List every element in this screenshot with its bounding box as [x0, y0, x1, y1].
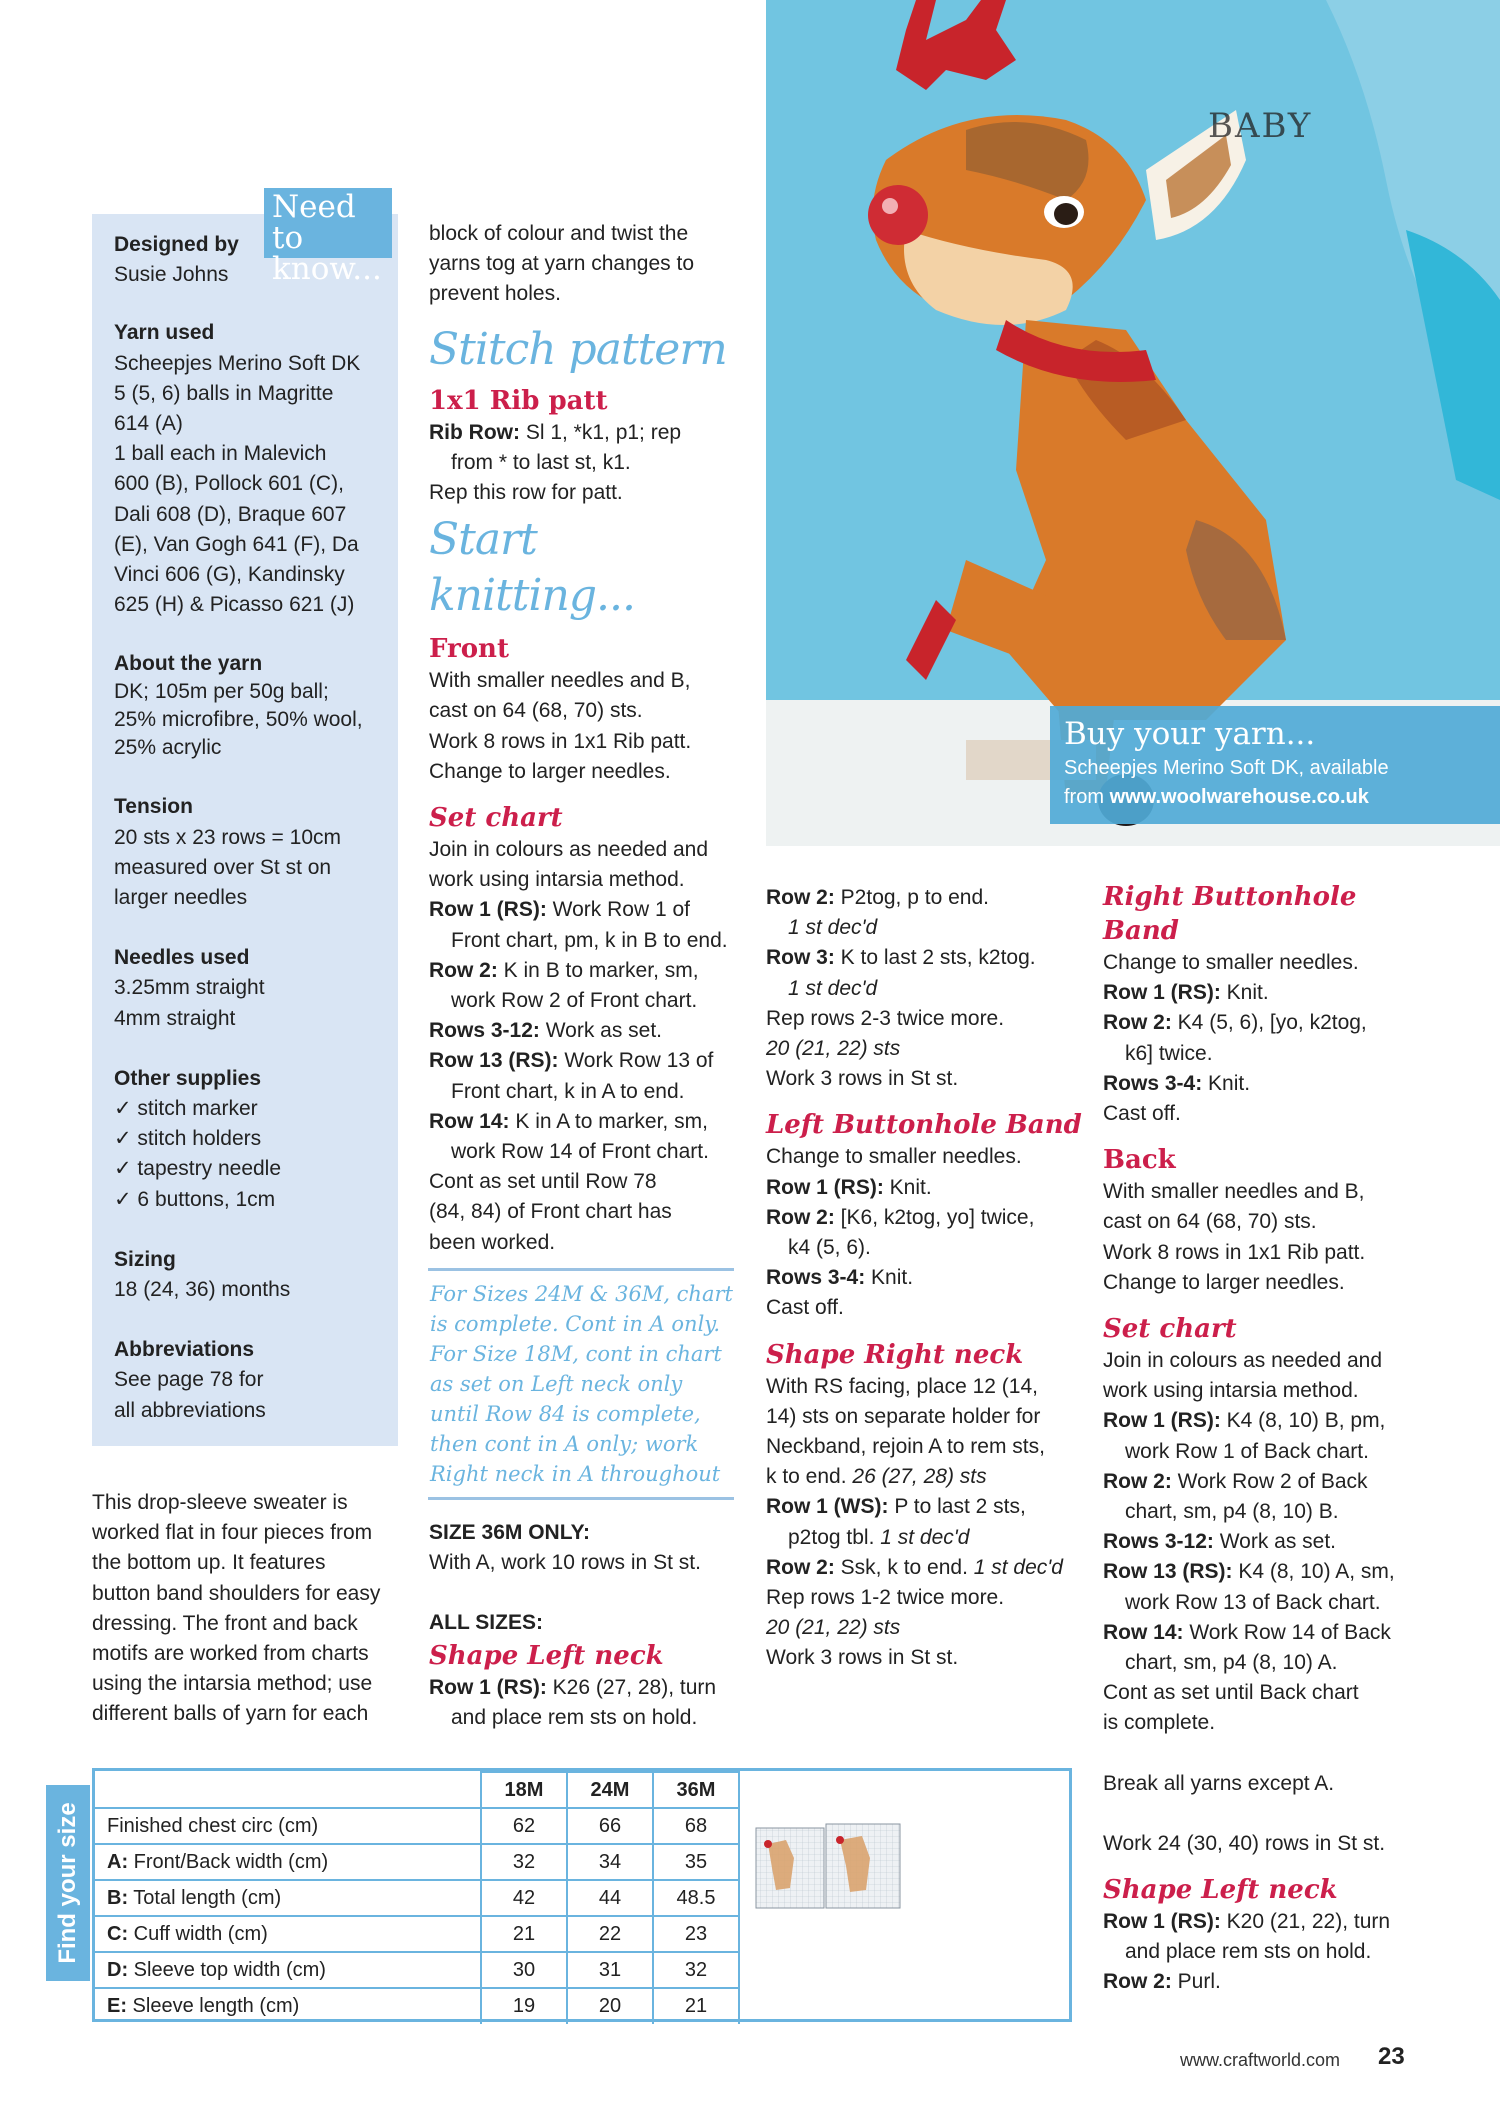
- yarn-line: 614 (A): [114, 412, 183, 436]
- section-tag: BABY: [1208, 106, 1313, 146]
- row-text: Work as set.: [1213, 1530, 1337, 1554]
- size-table: [92, 1768, 1072, 2022]
- row-text: [K6, k2tog, yo] twice,: [834, 1205, 1035, 1229]
- table-header: 24M: [567, 1772, 653, 1808]
- sizing-value: 18 (24, 36) months: [114, 1278, 291, 1302]
- table-cell: 20: [567, 1988, 653, 2024]
- row-text: k6] twice.: [1125, 1041, 1213, 1065]
- table-row: [95, 1844, 739, 1880]
- badge-line: know...: [272, 251, 382, 287]
- table-row: [95, 1988, 739, 2024]
- row-label: Row 2:: [766, 1555, 835, 1579]
- tension-line: 20 sts x 23 rows = 10cm: [114, 825, 342, 849]
- row-label: Row 2:: [429, 958, 498, 982]
- abbrev-line: all abbreviations: [114, 1398, 266, 1422]
- chart-thumbnails: [754, 1818, 904, 1915]
- note-line: Right neck in A throughout: [430, 1462, 721, 1486]
- row-text: K4 (8, 10) B, pm,: [1220, 1409, 1386, 1433]
- row-label: Rows 3-12:: [1103, 1530, 1214, 1554]
- row-text: Work Row 1 of: [546, 898, 690, 922]
- row-text: P to last 2 sts,: [888, 1495, 1026, 1519]
- table-cell: 48.5: [653, 1880, 739, 1916]
- row-text: Knit.: [865, 1266, 914, 1290]
- row-text: work Row 14 of Front chart.: [451, 1140, 709, 1164]
- text-line: cast on 64 (68, 70) sts.: [1103, 1210, 1317, 1234]
- yarn-line: 5 (5, 6) balls in Magritte: [114, 381, 334, 405]
- row-label: Row 13 (RS):: [1103, 1560, 1233, 1584]
- row-text: K4 (8, 10) A, sm,: [1232, 1560, 1395, 1584]
- supplies-label: Other supplies: [114, 1066, 262, 1090]
- need-to-know-badge: [264, 188, 392, 287]
- yarn-line: 625 (H) & Picasso 621 (J): [114, 593, 355, 617]
- row-label: Row 2:: [1103, 1469, 1172, 1493]
- text-line: Rep rows 2-3 twice more.: [766, 1006, 1005, 1030]
- table-header: 36M: [653, 1772, 739, 1808]
- row-label: Rows 3-4:: [766, 1266, 866, 1290]
- dec-note: 1 st dec'd: [973, 1555, 1063, 1579]
- note-line: For Sizes 24M & 36M, chart: [430, 1282, 733, 1306]
- yarn-line: 600 (B), Pollock 601 (C),: [114, 472, 344, 496]
- row-label: Row 13 (RS):: [429, 1049, 559, 1073]
- text-line: Work 3 rows in St st.: [766, 1646, 959, 1670]
- row-text: Knit.: [883, 1175, 932, 1199]
- table-cell: 32: [653, 1952, 739, 1988]
- text-line: prevent holes.: [429, 282, 561, 306]
- find-your-size-label: [46, 1785, 90, 1981]
- size-note: [428, 1268, 734, 1500]
- shape-left-neck-heading: Shape Left neck: [429, 1640, 664, 1671]
- text-line: Change to larger needles.: [1103, 1270, 1345, 1294]
- intro-line: the bottom up. It features: [92, 1551, 326, 1575]
- row-text: K4 (5, 6), [yo, k2tog,: [1171, 1011, 1367, 1035]
- table-row: [95, 1808, 739, 1844]
- row-text: Work Row 14 of Back: [1183, 1620, 1391, 1644]
- text-line: Rep rows 1-2 twice more.: [766, 1586, 1005, 1610]
- yarn-label: Yarn used: [114, 321, 215, 345]
- row-label: Rows 3-12:: [429, 1019, 540, 1043]
- row-label: Row 1 (RS):: [1103, 981, 1221, 1005]
- buy-yarn-title: Buy your yarn...: [1064, 716, 1316, 752]
- row-text: K20 (21, 22), turn: [1220, 1910, 1391, 1934]
- text-line: With RS facing, place 12 (14,: [766, 1374, 1038, 1398]
- row-text: chart, sm, p4 (8, 10) A.: [1125, 1651, 1338, 1675]
- row-text: Sl 1, *k1, p1; rep: [519, 420, 682, 444]
- row-text: chart, sm, p4 (8, 10) B.: [1125, 1500, 1339, 1524]
- row-label: Row 2:: [766, 886, 835, 909]
- text-line: Break all yarns except A.: [1103, 1771, 1335, 1795]
- table-cell: 32: [481, 1844, 567, 1880]
- row-text: Knit.: [1220, 981, 1269, 1005]
- knitting-chart-thumbnails: [754, 1818, 904, 1910]
- text-line: Join in colours as needed and: [429, 838, 709, 862]
- buy-yarn-link[interactable]: www.woolwarehouse.co.uk: [1109, 786, 1369, 808]
- table-cell: 31: [567, 1952, 653, 1988]
- sizing-label: Sizing: [114, 1247, 176, 1271]
- row-text: work Row 13 of Back chart.: [1125, 1590, 1381, 1614]
- row-text: K in A to marker, sm,: [509, 1109, 708, 1133]
- row-label: Row 2:: [766, 1205, 835, 1229]
- row-text: k4 (5, 6).: [788, 1236, 871, 1260]
- needles-line: 3.25mm straight: [114, 976, 265, 1000]
- text-line: Rep this row for patt.: [429, 481, 623, 505]
- text-line: been worked.: [429, 1230, 556, 1254]
- row-text: K in B to marker, sm,: [497, 958, 699, 982]
- row-label: Row 14:: [1103, 1620, 1184, 1644]
- text-line: With smaller needles and B,: [429, 669, 691, 693]
- text-line: Work 8 rows in 1x1 Rib patt.: [1103, 1240, 1366, 1264]
- about-yarn-label: About the yarn: [114, 652, 263, 676]
- text-line: is complete.: [1103, 1711, 1216, 1735]
- page-number: 23: [1378, 2043, 1405, 2070]
- row-label: Row 14:: [429, 1109, 510, 1133]
- row-label: Row 1 (RS):: [766, 1175, 884, 1199]
- row-label: Row 2:: [1103, 1011, 1172, 1035]
- row-text: Knit.: [1202, 1071, 1251, 1095]
- text-line: Work 24 (30, 40) rows in St st.: [1103, 1831, 1386, 1855]
- row-text: Work Row 13 of: [558, 1049, 714, 1073]
- needles-line: 4mm straight: [114, 1006, 236, 1030]
- row-text: Ssk, k to end.: [834, 1555, 974, 1579]
- table-cell: 62: [481, 1808, 567, 1844]
- intro-line: using the intarsia method; use: [92, 1672, 373, 1696]
- text-line: work using intarsia method.: [429, 868, 685, 892]
- row-text: Work Row 2 of Back: [1171, 1469, 1368, 1493]
- sts-note: 20 (21, 22) sts: [766, 1037, 901, 1061]
- table-cell: 42: [481, 1880, 567, 1916]
- column-4: [1103, 880, 1433, 1998]
- footer-url[interactable]: www.craftworld.com: [1180, 2050, 1341, 2070]
- row-text: Work as set.: [539, 1019, 663, 1043]
- start-knitting-heading: Start knitting...: [429, 514, 635, 622]
- supply-item: ✓ tapestry needle: [114, 1157, 282, 1181]
- buy-yarn-box: [1050, 706, 1500, 824]
- table-row-label: Finished chest circ (cm): [95, 1808, 481, 1844]
- text-line: Cont as set until Back chart: [1103, 1681, 1359, 1705]
- intro-line: button band shoulders for easy: [92, 1581, 381, 1605]
- set-chart-heading: Set chart: [429, 803, 563, 834]
- column-3: [766, 883, 1086, 1674]
- text-line: Work 8 rows in 1x1 Rib patt.: [429, 729, 692, 753]
- tension-label: Tension: [114, 795, 193, 819]
- table-cell: 35: [653, 1844, 739, 1880]
- yarn-line: (E), Van Gogh 641 (F), Da: [114, 532, 359, 556]
- table-row-label: B: Total length (cm): [95, 1880, 481, 1916]
- table-cell: 44: [567, 1880, 653, 1916]
- row-label: Row 2:: [1103, 1970, 1172, 1994]
- row-text: work Row 1 of Back chart.: [1125, 1439, 1369, 1463]
- note-line: as set on Left neck only: [430, 1372, 683, 1396]
- table-row: [95, 1880, 739, 1916]
- table-row: [95, 1952, 739, 1988]
- size-table-grid: [95, 1771, 740, 2024]
- right-buttonhole-band-heading: Right Buttonhole Band: [1103, 882, 1357, 946]
- about-yarn-line: 25% acrylic: [114, 736, 222, 760]
- table-cell: 34: [567, 1844, 653, 1880]
- designed-by-label: Designed by: [114, 233, 239, 256]
- need-to-know-sidebar: [92, 214, 398, 1446]
- intro-line: different balls of yarn for each: [92, 1702, 369, 1726]
- row-text: K26 (27, 28), turn: [546, 1675, 717, 1699]
- intro-text: [92, 1488, 412, 1730]
- shape-right-neck-heading: Shape Right neck: [766, 1339, 1024, 1370]
- row-text: Front chart, pm, k in B to end.: [451, 928, 728, 952]
- yarn-line: Vinci 606 (G), Kandinsky: [114, 563, 345, 587]
- text-line: Cast off.: [766, 1296, 844, 1320]
- row-text: work Row 2 of Front chart.: [451, 989, 698, 1013]
- row-label: Row 1 (RS):: [429, 1675, 547, 1699]
- text-line: Change to smaller needles.: [1103, 951, 1359, 974]
- dec-note: 1 st dec'd: [788, 916, 878, 940]
- row-label: Row 1 (WS):: [766, 1495, 889, 1519]
- table-cell: 22: [567, 1916, 653, 1952]
- back-set-chart-heading: Set chart: [1103, 1314, 1237, 1345]
- table-cell: 66: [567, 1808, 653, 1844]
- table-row-label: E: Sleeve length (cm): [95, 1988, 481, 2024]
- row-text: Purl.: [1171, 1970, 1221, 1994]
- text-line: cast on 64 (68, 70) sts.: [429, 699, 643, 723]
- row-label: Row 1 (RS):: [1103, 1409, 1221, 1433]
- find-your-size-text: Find your size: [54, 1802, 81, 1964]
- table-row-label: D: Sleeve top width (cm): [95, 1952, 481, 1988]
- dec-note: 1 st dec'd: [880, 1525, 970, 1549]
- text-line: Join in colours as needed and: [1103, 1349, 1383, 1373]
- row-text: p2tog tbl.: [788, 1525, 881, 1549]
- front-heading: Front: [429, 634, 509, 665]
- back-heading: Back: [1103, 1145, 1176, 1176]
- row-label: Row 3:: [766, 946, 835, 970]
- column-2-top: [429, 219, 749, 1258]
- table-row-label: A: Front/Back width (cm): [95, 1844, 481, 1880]
- tension-line: measured over St st on: [114, 855, 332, 879]
- buy-yarn-from: from www.woolwarehouse.co.uk: [1064, 786, 1369, 808]
- table-cell: 21: [653, 1988, 739, 2024]
- table-row-label: C: Cuff width (cm): [95, 1916, 481, 1952]
- needles-label: Needles used: [114, 946, 250, 970]
- yarn-line: 1 ball each in Malevich: [114, 442, 327, 466]
- intro-line: motifs are worked from charts: [92, 1642, 369, 1666]
- text-line: Cont as set until Row 78: [429, 1170, 657, 1194]
- table-cell: 68: [653, 1808, 739, 1844]
- text-line: yarns tog at yarn changes to: [429, 252, 694, 276]
- table-header-row: [95, 1772, 739, 1808]
- text-line: work using intarsia method.: [1103, 1379, 1359, 1403]
- abbrev-line: See page 78 for: [114, 1368, 264, 1392]
- size36-label: SIZE 36M ONLY:: [429, 1521, 591, 1544]
- abbrev-label: Abbreviations: [114, 1338, 255, 1362]
- designed-by: Susie Johns: [114, 263, 229, 287]
- about-yarn-line: 25% microfibre, 50% wool,: [114, 708, 363, 732]
- all-sizes-label: ALL SIZES:: [429, 1611, 543, 1635]
- row-text: and place rem sts on hold.: [451, 1705, 698, 1729]
- supply-item: ✓ stitch holders: [114, 1127, 262, 1151]
- note-line: until Row 84 is complete,: [430, 1402, 701, 1426]
- text-line: Neckband, rejoin A to rem sts,: [766, 1435, 1045, 1459]
- badge-line: Need to: [272, 189, 356, 256]
- text-line: Work 3 rows in St st.: [766, 1067, 959, 1091]
- table-cell: 23: [653, 1916, 739, 1952]
- left-buttonhole-band-heading: Left Buttonhole Band: [766, 1110, 1082, 1141]
- table-header: 18M: [481, 1772, 567, 1808]
- table-corner: [95, 1772, 481, 1808]
- text-line: Cast off.: [1103, 1102, 1181, 1126]
- buy-yarn-line: Scheepjes Merino Soft DK, available: [1064, 757, 1389, 779]
- row-label: Row 1 (RS):: [1103, 1910, 1221, 1934]
- sts-note: 20 (21, 22) sts: [766, 1616, 901, 1640]
- dec-note: 1 st dec'd: [788, 976, 878, 1000]
- table-row: [95, 1916, 739, 1952]
- about-yarn-line: DK; 105m per 50g ball;: [114, 680, 329, 704]
- yarn-line: Dali 608 (D), Braque 607: [114, 502, 347, 526]
- text-line: (84, 84) of Front chart has: [429, 1200, 672, 1224]
- table-cell: 21: [481, 1916, 567, 1952]
- text-line: With smaller needles and B,: [1103, 1180, 1365, 1204]
- table-cell: 19: [481, 1988, 567, 2024]
- tension-line: larger needles: [114, 886, 248, 910]
- note-line: For Size 18M, cont in chart: [430, 1342, 722, 1366]
- text-line: Change to smaller needles.: [766, 1145, 1022, 1169]
- supply-item: ✓ 6 buttons, 1cm: [114, 1187, 276, 1211]
- row-text: from * to last st, k1.: [451, 450, 631, 474]
- row-text: P2tog, p to end.: [834, 886, 989, 909]
- row-label: Rib Row:: [429, 420, 520, 444]
- text-line: block of colour and twist the: [429, 222, 689, 245]
- yarn-line: Scheepjes Merino Soft DK: [114, 351, 361, 375]
- row-text: Front chart, k in A to end.: [451, 1079, 685, 1103]
- rib-heading: 1x1 Rib patt: [429, 385, 608, 416]
- text-line: k to end.: [766, 1465, 853, 1489]
- text-line: With A, work 10 rows in St st.: [429, 1551, 701, 1575]
- supply-item: ✓ stitch marker: [114, 1097, 258, 1121]
- sts-note: 26 (27, 28) sts: [852, 1465, 987, 1489]
- text-line: 14) sts on separate holder for: [766, 1404, 1041, 1428]
- row-text: and place rem sts on hold.: [1125, 1940, 1372, 1964]
- intro-line: dressing. The front and back: [92, 1611, 358, 1635]
- row-text: K to last 2 sts, k2tog.: [834, 946, 1036, 970]
- text-line: Change to larger needles.: [429, 759, 671, 783]
- back-shape-left-neck-heading: Shape Left neck: [1103, 1875, 1338, 1906]
- table-cell: 30: [481, 1952, 567, 1988]
- intro-line: worked flat in four pieces from: [92, 1521, 373, 1545]
- row-label: Row 1 (RS):: [429, 898, 547, 922]
- row-label: Rows 3-4:: [1103, 1071, 1203, 1095]
- column-2-bottom: [429, 1518, 749, 1733]
- stitch-pattern-heading: Stitch pattern: [429, 323, 727, 375]
- note-line: then cont in A only; work: [430, 1432, 699, 1456]
- intro-line: This drop-sleeve sweater is: [92, 1491, 348, 1514]
- note-line: is complete. Cont in A only.: [430, 1312, 721, 1336]
